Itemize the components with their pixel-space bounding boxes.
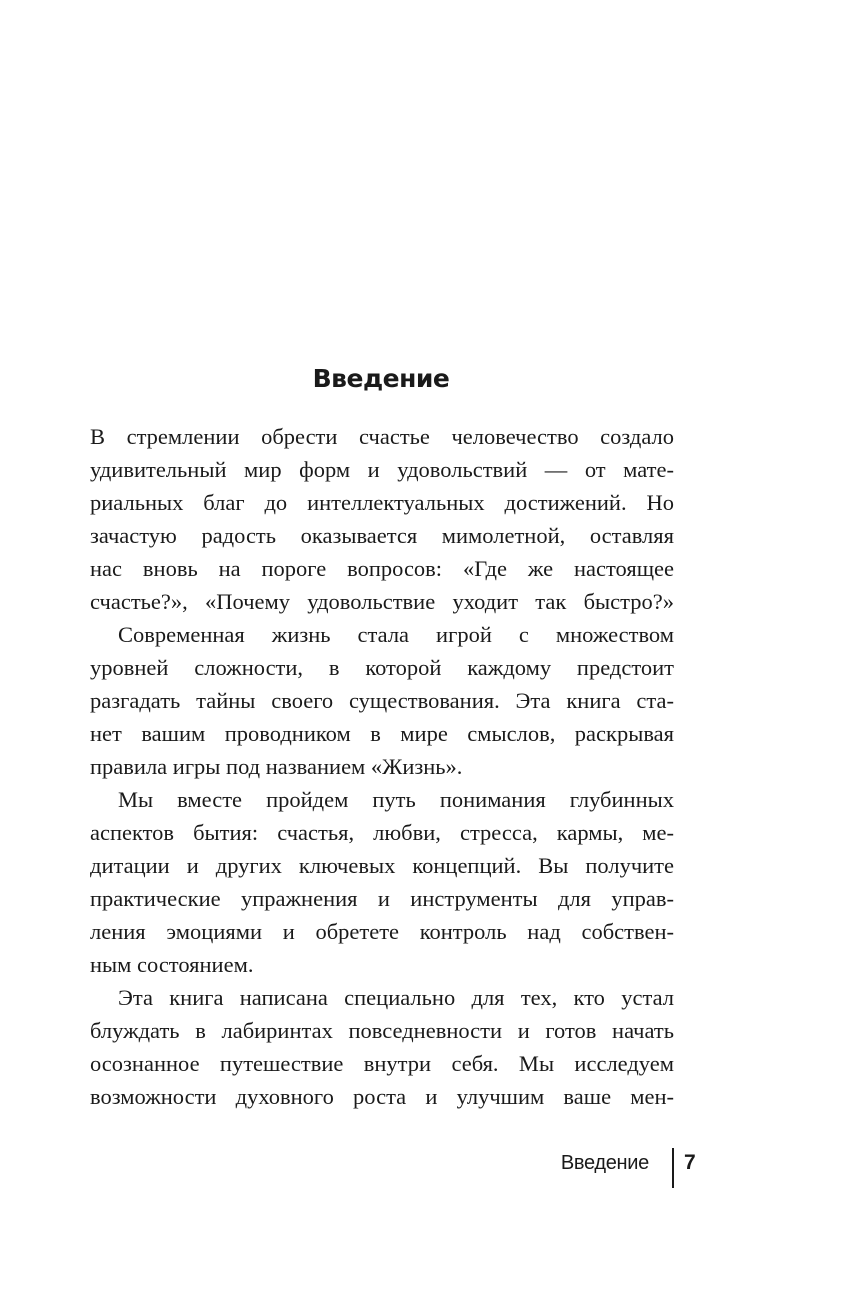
chapter-title: Введение bbox=[312, 364, 450, 393]
text-line: риальных благ до интеллектуальных достижений. Но bbox=[90, 490, 674, 515]
footer-divider bbox=[672, 1148, 674, 1188]
text-line: В стремлении обрести счастье человечество создало bbox=[90, 424, 674, 449]
text-line: дитации и других ключевых концепций. Вы получите bbox=[90, 853, 674, 878]
paragraph-2 bbox=[90, 618, 674, 783]
text-line: счастье?», «Почему удовольствие уходит так быстро?» bbox=[90, 589, 674, 614]
text-line: ления эмоциями и обретете контроль над собствен- bbox=[90, 919, 674, 944]
text-line: практические упражнения и инструменты для управ- bbox=[90, 886, 674, 911]
paragraph-4 bbox=[90, 981, 674, 1113]
text-line: нет вашим проводником в мире смыслов, раскрывая bbox=[90, 721, 674, 746]
text-line: Современная жизнь стала игрой с множеством bbox=[118, 622, 674, 647]
text-line: удивительный мир форм и удовольствий — от мате- bbox=[90, 457, 674, 482]
text-line: Мы вместе пройдем путь понимания глубинных bbox=[118, 787, 674, 812]
text-line: разгадать тайны своего существования. Эта книга ста- bbox=[90, 688, 674, 713]
text-line: осознанное путешествие внутри себя. Мы исследуем bbox=[90, 1051, 674, 1076]
page-number: 7 bbox=[684, 1151, 696, 1174]
body-text bbox=[90, 420, 674, 1113]
paragraph-1 bbox=[90, 420, 674, 618]
text-line: правила игры под названием «Жизнь». bbox=[90, 754, 463, 779]
text-line: Эта книга написана специально для тех, кто устал bbox=[118, 985, 674, 1010]
paragraph-3 bbox=[90, 783, 674, 981]
page-footer bbox=[0, 1148, 844, 1188]
running-head: Введение bbox=[560, 1152, 649, 1174]
text-line: уровней сложности, в которой каждому предстоит bbox=[90, 655, 674, 680]
text-line: аспектов бытия: счастья, любви, стресса, кармы, ме- bbox=[90, 820, 674, 845]
text-line: блуждать в лабиринтах повседневности и готов начать bbox=[90, 1018, 674, 1043]
text-line: возможности духовного роста и улучшим ваше мен- bbox=[90, 1084, 674, 1109]
text-line: зачастую радость оказывается мимолетной, оставляя bbox=[90, 523, 674, 548]
text-line: ным состоянием. bbox=[90, 952, 254, 977]
text-line: нас вновь на пороге вопросов: «Где же настоящее bbox=[90, 556, 674, 581]
